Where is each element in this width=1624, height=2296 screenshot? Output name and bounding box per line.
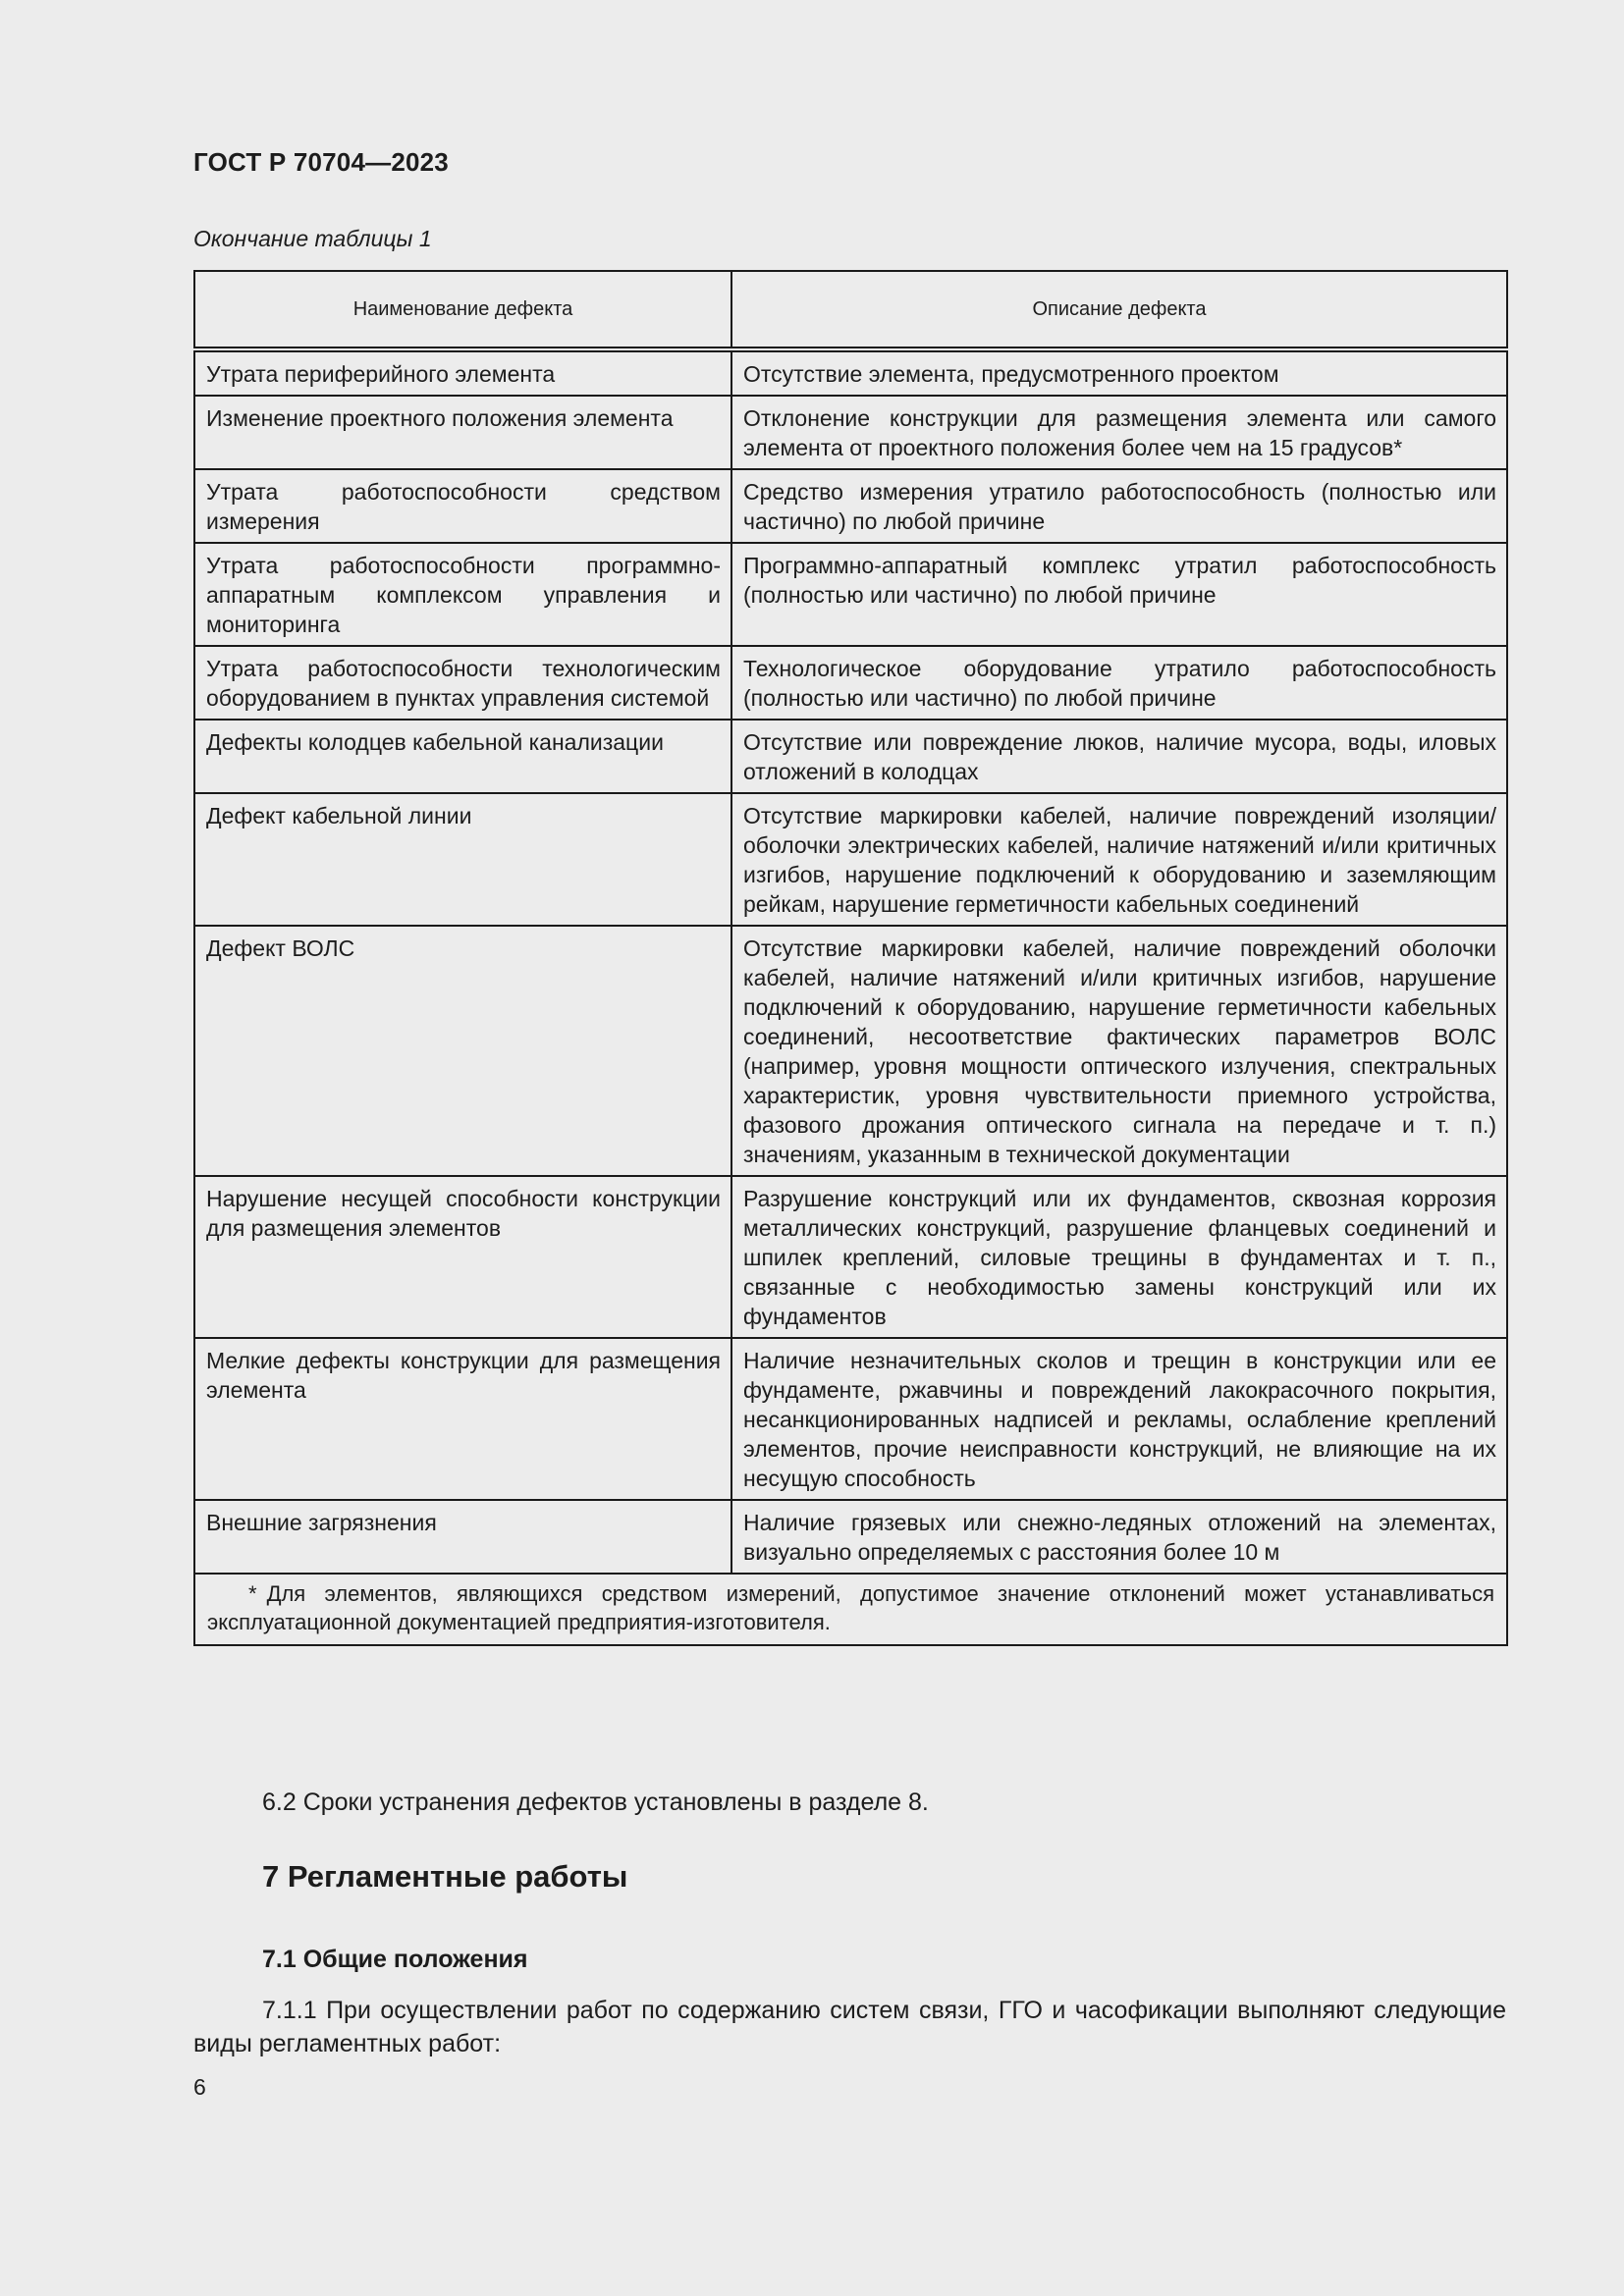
document-code: ГОСТ Р 70704—2023 (193, 147, 449, 177)
table-row (194, 1500, 1507, 1574)
table-row (194, 720, 1507, 793)
page-number: 6 (193, 2074, 206, 2100)
table-row (194, 926, 1507, 1176)
defect-name-cell: Мелкие дефекты конструкции для размещения элемента (194, 1338, 731, 1500)
table-row (194, 469, 1507, 543)
defect-description-cell: Программно-аппаратный комплекс утратил работоспособность (полностью или частично) по любой причине (731, 543, 1507, 646)
column-header-defect-name: Наименование дефекта (194, 271, 731, 349)
defect-description-cell: Отсутствие маркировки кабелей, наличие повреждений изоляции/оболочки электрических кабелей, наличие натяжений и/или критичных изгибов, нарушение подключений к оборудованию и заземляющим рейкам, нарушение герметичности кабельных соединений (731, 793, 1507, 926)
defect-name-cell: Внешние загрязнения (194, 1500, 731, 1574)
paragraph-6-2: 6.2 Сроки устранения дефектов установлены в разделе 8. (262, 1789, 929, 1816)
table-caption: Окончание таблицы 1 (193, 226, 432, 251)
defect-name-cell: Дефект ВОЛС (194, 926, 731, 1176)
defect-description-cell: Отклонение конструкции для размещения элемента или самого элемента от проектного положения более чем на 15 градусов* (731, 396, 1507, 469)
table-header-row (194, 271, 1507, 349)
defects-table (193, 270, 1508, 1646)
table-footnote (194, 1574, 1507, 1645)
table-row (194, 793, 1507, 926)
table-row (194, 543, 1507, 646)
defect-name-cell: Утрата периферийного элемента (194, 349, 731, 396)
defect-name-cell: Дефекты колодцев кабельной канализации (194, 720, 731, 793)
defect-name-cell: Утрата работоспособности программно-аппаратным комплексом управления и мониторинга (194, 543, 731, 646)
defect-name-cell: Нарушение несущей способности конструкции для размещения элементов (194, 1176, 731, 1338)
defect-description-cell: Технологическое оборудование утратило работоспособность (полностью или частично) по любой причине (731, 646, 1507, 720)
paragraph-7-1-1: 7.1.1 При осуществлении работ по содержанию систем связи, ГГО и часофикации выполняют следующие виды регламентных работ: (193, 1997, 1506, 2057)
defect-name-cell: Утрата работоспособности технологическим оборудованием в пунктах управления системой (194, 646, 731, 720)
defect-name-cell: Дефект кабельной линии (194, 793, 731, 926)
defect-description-cell: Отсутствие маркировки кабелей, наличие повреждений оболочки кабелей, наличие натяжений и/или критичных изгибов, нарушение подключений к оборудованию, нарушение герметичности кабельных соединений, несоответствие фактических параметров ВОЛС (например, уровня мощности оптического излучения, спектральных характеристик, уровня чувствительности приемного устройства, фазового дрожания оптического сигнала на передаче и т. п.) значениям, указанным в технической документации (731, 926, 1507, 1176)
defect-description-cell: Отсутствие элемента, предусмотренного проектом (731, 349, 1507, 396)
defect-description-cell: Отсутствие или повреждение люков, наличие мусора, воды, иловых отложений в колодцах (731, 720, 1507, 793)
table-row (194, 1176, 1507, 1338)
defect-description-cell: Наличие незначительных сколов и трещин в конструкции или ее фундаменте, ржавчины и повреждений лакокрасочного покрытия, несанкционированных надписей и рекламы, ослабление креплений элементов, прочие неисправности конструкций, не влияющие на их несущую способность (731, 1338, 1507, 1500)
defect-description-cell: Разрушение конструкций или их фундаментов, сквозная коррозия металлических конструкций, разрушение фланцевых соединений и шпилек креплений, силовые трещины в фундаментах и т. п., связанные с необходимостью замены конструкций или их фундаментов (731, 1176, 1507, 1338)
subsection-heading-7-1: 7.1 Общие положения (262, 1946, 528, 1973)
defect-description-cell: Наличие грязевых или снежно-ледяных отложений на элементах, визуально определяемых с расстояния более 10 м (731, 1500, 1507, 1574)
defect-name-cell: Изменение проектного положения элемента (194, 396, 731, 469)
table-row (194, 1338, 1507, 1500)
defect-description-cell: Средство измерения утратило работоспособность (полностью или частично) по любой причине (731, 469, 1507, 543)
table-row (194, 646, 1507, 720)
table-row (194, 396, 1507, 469)
table-row (194, 349, 1507, 396)
table-footnote-row (194, 1574, 1507, 1645)
footnote-mark: * (248, 1581, 257, 1606)
section-heading-7: 7 Регламентные работы (262, 1859, 628, 1894)
footnote-text: Для элементов, являющихся средством измерений, допустимое значение отклонений может устанавливаться эксплуатационной документацией предприятия-изготовителя. (207, 1581, 1494, 1634)
column-header-defect-description: Описание дефекта (731, 271, 1507, 349)
defect-name-cell: Утрата работоспособности средством измерения (194, 469, 731, 543)
